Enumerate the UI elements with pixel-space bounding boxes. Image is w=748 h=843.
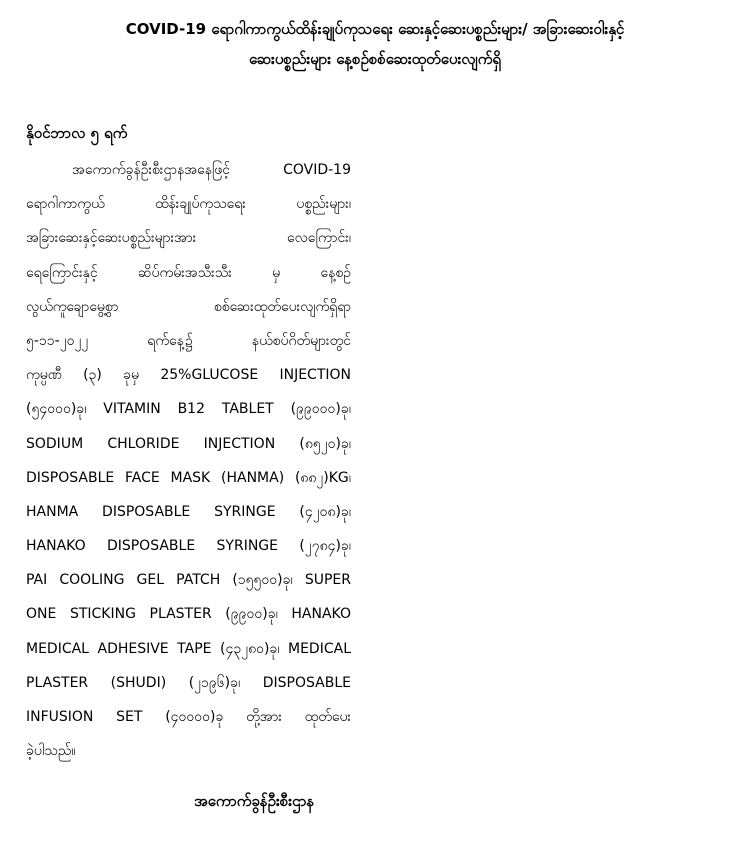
body-line: ရောဂါကာကွယ် ထိန်းချုပ်ကုသရေး ပစ္စည်းများ၊: [26, 196, 351, 213]
body-line: MEDICAL ADHESIVE TAPE (၄၃၂၈၀)ခု၊ MEDICAL: [26, 640, 351, 657]
body-line: HANAKO DISPOSABLE SYRINGE (၂၇၈၄)ခု၊: [26, 538, 351, 555]
body-line: ကုမ္ပဏီ (၃) ခုမှ 25%GLUCOSE INJECTION: [26, 367, 351, 384]
title-line-1: COVID-19 ရောဂါကာကွယ်ထိန်းချုပ်ကုသရေး ဆေးနှင့်ဆေးပစ္စည်းများ/ အခြားဆေးဝါးနှင့်: [125, 20, 625, 38]
body-line: HANMA DISPOSABLE SYRINGE (၄၂၀၈)ခု၊: [26, 503, 351, 520]
body-line: PAI COOLING GEL PATCH (၁၅၅၀၀)ခု၊ SUPER: [26, 572, 351, 589]
title-line-2: ဆေးပစ္စည်းများ နေ့စဉ်စစ်ဆေးထုတ်ပေးလျက်ရှိ: [248, 50, 502, 68]
body-line: SODIUM CHLORIDE INJECTION (၈၅၂၀)ခု၊: [26, 435, 351, 452]
body-line: INFUSION SET (၄၀၀၀၀)ခု တို့အား ထုတ်ပေး: [26, 709, 351, 725]
body-paragraph: [26, 153, 351, 768]
body-line: ၅-၁၁-၂၀၂၂ ရက်နေ့၌ နယ်စပ်ဂိတ်များတွင်: [26, 332, 351, 349]
body-line: အခြားဆေးနှင့်ဆေးပစ္စည်းများအား လေကြောင်း၊: [26, 230, 351, 247]
body-line: (၅၄၀၀၀)ခု၊ VITAMIN B12 TABLET (၉၉၀၀၀)ခု၊: [26, 401, 351, 418]
body-line: PLASTER (SHUDI) (၂၁၉၆)ခု၊ DISPOSABLE: [26, 674, 351, 691]
document-title: [30, 14, 720, 74]
date-heading: နိုဝင်ဘာလ ၅ ရက်: [26, 124, 128, 142]
body-line: ခဲ့ပါသည်။: [26, 743, 76, 760]
body-line: ONE STICKING PLASTER (၉၉၀၀)ခု၊ HANAKO: [26, 606, 351, 623]
body-line: ရေကြောင်းနှင့် ဆိပ်ကမ်းအသီးသီး မှ နေ့စဉ်: [26, 264, 351, 281]
signature-department: အကောက်ခွန်ဦးစီးဌာန: [194, 792, 315, 810]
body-line: လွယ်ကူချောမွေ့စွာ စစ်ဆေးထုတ်ပေးလျက်ရှိရာ: [26, 298, 351, 315]
body-line: DISPOSABLE FACE MASK (HANMA) (၈၈၂)KG၊: [26, 469, 351, 486]
body-line: အကောက်ခွန်ဦးစီးဌာနအနေဖြင့် COVID-19: [72, 162, 351, 178]
